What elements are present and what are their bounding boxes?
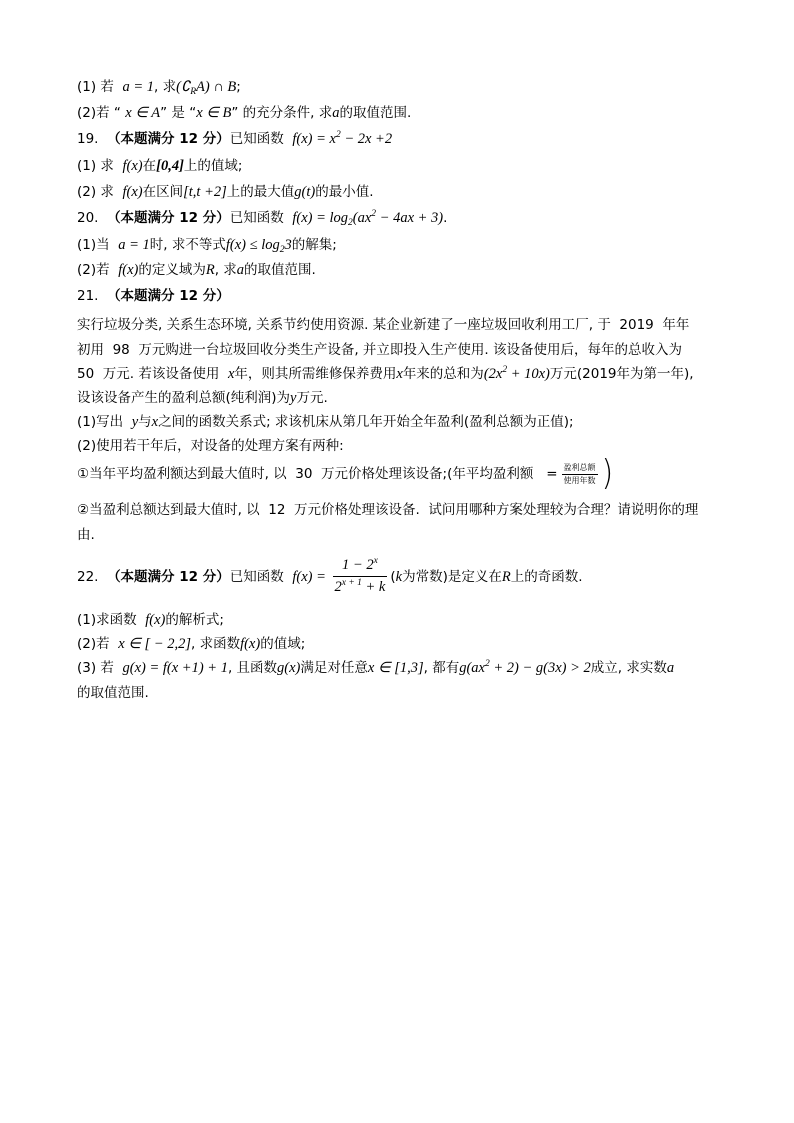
math-expression: (ax: [352, 210, 372, 226]
subscript: 2: [279, 245, 285, 255]
q21-part1: [77, 413, 574, 431]
math-expression: 1 − 2: [342, 557, 374, 573]
fraction: [562, 462, 598, 486]
math-expression: g(x) = f(x +1) + 1: [122, 660, 228, 676]
fraction-denominator: [562, 475, 598, 486]
text: 使用年数: [563, 476, 596, 485]
text: 在: [142, 158, 157, 174]
q21-stem-line-4: [77, 389, 328, 407]
math-expression: R: [205, 262, 215, 278]
math-expression: f(x) ≤ log: [225, 237, 280, 253]
text: 初用 98 万元购进一台垃圾回收分类生产设备, 并立即投入生产使用. 该设备使用后，每年的总收入为: [77, 342, 683, 358]
text: 年，则其所需维修保养费用: [234, 366, 397, 382]
text: ①当年平均盈利额达到最大值时, 以 30 万元价格处理该设备;(年平均盈利额 =: [77, 466, 558, 482]
text: 万元.: [296, 390, 328, 406]
score-note: （本题满分 12 分）: [107, 569, 230, 585]
math-expression: (2x: [483, 366, 503, 382]
math-expression: k: [395, 569, 403, 585]
text: 的取值范围.: [77, 685, 149, 701]
math-expression: y: [131, 414, 139, 430]
text: 实行垃圾分类, 关系生态环境, 关系节约使用资源. 某企业新建了一座垃圾回收利用工厂, 于 2019 年年: [77, 317, 690, 333]
superscript: x: [373, 556, 378, 566]
text: , 求: [154, 79, 177, 95]
right-paren: ): [601, 453, 614, 494]
math-expression: [t,t +2]: [183, 184, 227, 200]
q21-stem-line-1: [77, 316, 689, 334]
text: 的解集;: [291, 237, 337, 253]
text: 已知函数: [229, 131, 293, 147]
math-expression: f(x): [122, 158, 143, 174]
q21-option1: [77, 453, 614, 494]
superscript: 2: [371, 209, 377, 219]
q20-header: [77, 209, 447, 229]
math-expression: a: [332, 105, 340, 121]
math-expression: (ax: [466, 660, 485, 676]
question-number: 21.: [77, 288, 108, 304]
text: (2)若: [77, 262, 119, 278]
text: 之间的函数关系式; 求该机床从第几年开始全年盈利(盈利总额为正值);: [158, 414, 574, 430]
q22-header: [77, 557, 583, 597]
question-number: 20.: [77, 210, 108, 226]
fraction: [333, 557, 388, 597]
math-expression: g(t): [294, 184, 316, 200]
text: 上的最大值: [226, 184, 295, 200]
text: (1)写出: [77, 414, 132, 430]
q21-stem-line-2: [77, 341, 682, 359]
q22-part3-line-1: [77, 659, 674, 679]
math-expression: f(x): [118, 262, 139, 278]
q22-part2: [77, 635, 305, 653]
math-expression: + 10x): [507, 366, 550, 382]
math-expression: a: [236, 262, 245, 278]
math-expression: x: [151, 414, 159, 430]
math-expression: a = 1: [118, 237, 150, 253]
score-note: （本题满分 12 分）: [107, 210, 230, 226]
text: 万元(2019年为第一年),: [549, 366, 694, 382]
text: (1)求函数: [77, 612, 146, 628]
math-expression: f(x) = log: [292, 210, 349, 226]
q18-part2-line: [77, 104, 411, 122]
q19-header: [77, 130, 392, 150]
math-expression: f(x) = x: [292, 131, 336, 147]
q19-part1: [77, 157, 242, 175]
text: 时, 求不等式: [149, 237, 226, 253]
superscript: 2: [335, 130, 341, 140]
superscript: 2: [484, 659, 490, 669]
math-expression: a = 1: [122, 79, 155, 95]
math-expression: (∁: [176, 79, 191, 95]
text: (2)使用若干年后，对设备的处理方案有两种:: [77, 438, 344, 454]
text: (2)若 “: [77, 105, 126, 121]
question-number: 22.: [77, 569, 108, 585]
text: (3) 若: [77, 660, 123, 676]
math-expression: x ∈ [ − 2,2]: [118, 636, 191, 652]
math-expression: − 4ax + 3): [376, 210, 444, 226]
text: 50 万元. 若该设备使用: [77, 366, 228, 382]
q21-option2-line-1: [77, 501, 698, 519]
math-expression: a: [666, 660, 675, 676]
text: 盈利总额: [563, 463, 596, 472]
subscript: 2: [348, 218, 353, 228]
text: 的取值范围.: [339, 105, 412, 121]
text: 的取值范围.: [244, 262, 316, 278]
text: 成立, 求实数: [590, 660, 667, 676]
text: 的值域;: [260, 636, 306, 652]
math-expression: y: [290, 390, 297, 406]
math-expression: x ∈ B: [196, 105, 232, 121]
math-expression: f(x): [122, 184, 143, 200]
q18-part1-line: [77, 78, 241, 98]
text: 已知函数: [229, 210, 293, 226]
fraction-denominator: [333, 577, 388, 597]
math-expression: R: [501, 569, 511, 585]
text: 在区间: [142, 184, 184, 200]
text: 的解析式;: [165, 612, 224, 628]
text: 的最小值.: [315, 184, 374, 200]
text: 满足对任意: [300, 660, 368, 676]
superscript: 2: [502, 365, 508, 375]
text: ” 的充分条件, 求: [231, 105, 333, 121]
text: 由.: [77, 527, 95, 543]
text: ” 是 “: [160, 105, 197, 121]
q21-header: [77, 287, 230, 305]
superscript: x + 1: [341, 578, 362, 588]
math-expression: x: [396, 366, 403, 382]
text: , 且函数: [227, 660, 278, 676]
q19-part2: [77, 183, 374, 201]
math-expression: x ∈ A: [125, 105, 161, 121]
math-expression: f(x): [240, 636, 261, 652]
fraction-numerator: [333, 557, 388, 577]
text: (1) 求: [77, 158, 123, 174]
text: (1) 若: [77, 79, 123, 95]
text: 与: [138, 414, 152, 430]
text: (2)若: [77, 636, 119, 652]
text: , 求: [214, 262, 237, 278]
text: (1)当: [77, 237, 119, 253]
q20-part1: [77, 236, 337, 256]
text: 为常数)是定义在: [402, 569, 502, 585]
q20-part2: [77, 261, 316, 279]
score-note: （本题满分 12 分）: [107, 288, 230, 304]
q21-option2-line-2: [77, 526, 95, 544]
text: 上的值域;: [183, 158, 243, 174]
q22-part1: [77, 611, 224, 629]
math-expression: g(x): [277, 660, 301, 676]
q21-part2: [77, 437, 344, 455]
math-expression: f(x) =: [292, 569, 330, 585]
math-expression: − 2x +2: [340, 131, 393, 147]
question-number: 19.: [77, 131, 108, 147]
text: , 都有: [423, 660, 460, 676]
text: , 求函数: [190, 636, 241, 652]
fraction-numerator: [562, 462, 598, 475]
math-expression: [0,4]: [156, 158, 184, 174]
text: (2) 求: [77, 184, 123, 200]
subscript: R: [190, 87, 197, 97]
text: 已知函数: [229, 569, 293, 585]
math-expression: x: [227, 366, 235, 382]
text: 上的奇函数.: [510, 569, 583, 585]
math-expression: g: [459, 660, 467, 676]
math-expression: + k: [361, 579, 386, 595]
text: 的定义域为: [138, 262, 206, 278]
math-expression: 2: [334, 579, 342, 595]
score-note: （本题满分 12 分）: [107, 131, 230, 147]
math-expression: x ∈ [1,3]: [367, 660, 424, 676]
q21-stem-line-3: [77, 365, 694, 385]
text: (: [390, 569, 396, 585]
text: 年来的总和为: [402, 366, 484, 382]
text: ②当盈利总额达到最大值时, 以 12 万元价格处理该设备. 试问用哪种方案处理较为合理？请说明你的理: [77, 502, 699, 518]
text: .: [443, 210, 448, 226]
q22-part3-line-2: [77, 684, 149, 702]
text: ;: [236, 79, 241, 95]
math-expression: 3: [284, 237, 292, 253]
math-expression: + 2) − g(3x) > 2: [489, 660, 591, 676]
math-expression: f(x): [145, 612, 166, 628]
text: 设该设备产生的盈利总额(纯利润)为: [77, 390, 291, 406]
math-expression: A) ∩ B: [196, 79, 237, 95]
